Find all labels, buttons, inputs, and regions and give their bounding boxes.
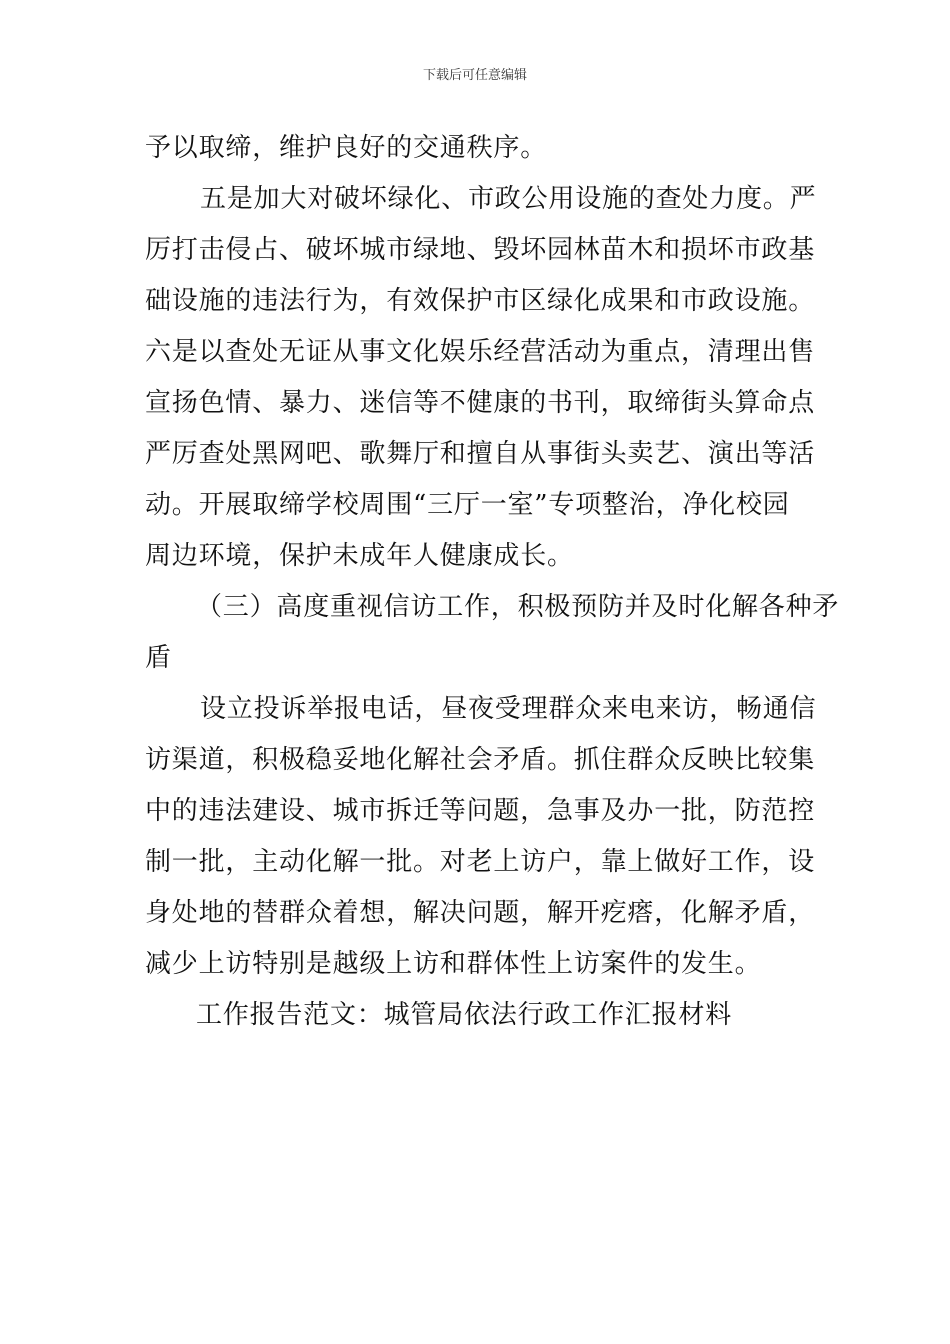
text-line: 中的违法建设、城市拆迁等问题，急事及办一批，防范控 <box>145 796 816 826</box>
paragraph-start: 五是加大对破坏绿化、市政公用设施的查处力度。严 <box>200 184 817 214</box>
text-line: 减少上访特别是越级上访和群体性上访案件的发生。 <box>145 949 762 979</box>
text-line: 厉打击侵占、破坏城市绿地、毁坏园林苗木和损坏市政基 <box>145 235 816 265</box>
text-line: 访渠道，积极稳妥地化解社会矛盾。抓住群众反映比较集 <box>145 745 816 775</box>
text-line: 制一批，主动化解一批。对老上访户，靠上做好工作，设 <box>145 847 816 877</box>
text-line: 周边环境，保护未成年人健康成长。 <box>145 541 574 571</box>
text-line: 础设施的违法行为，有效保护市区绿化成果和市政设施。 <box>145 286 816 316</box>
text-line: 宣扬色情、暴力、迷信等不健康的书刊，取缔街头算命点 <box>145 388 816 418</box>
text-line: 予以取缔，维护良好的交通秩序。 <box>145 133 548 163</box>
paragraph-start: 设立投诉举报电话，昼夜受理群众来电来访，畅通信 <box>200 694 817 724</box>
text-line: 动。开展取缔学校周围“三厅一室”专项整治，净化校园 <box>145 490 790 520</box>
section-heading-continued: 盾 <box>145 643 172 673</box>
closing-title: 工作报告范文：城管局依法行政工作汇报材料 <box>196 1000 733 1030</box>
section-heading: （三）高度重视信访工作，积极预防并及时化解各种矛 <box>196 592 840 622</box>
text-line: 严厉查处黑网吧、歌舞厅和擅自从事街头卖艺、演出等活 <box>145 439 816 469</box>
text-line: 身处地的替群众着想，解决问题，解开疙瘩，化解矛盾， <box>145 898 816 928</box>
text-line: 六是以查处无证从事文化娱乐经营活动为重点，清理出售 <box>145 337 816 367</box>
page-header-note: 下载后可任意编辑 <box>422 68 527 83</box>
